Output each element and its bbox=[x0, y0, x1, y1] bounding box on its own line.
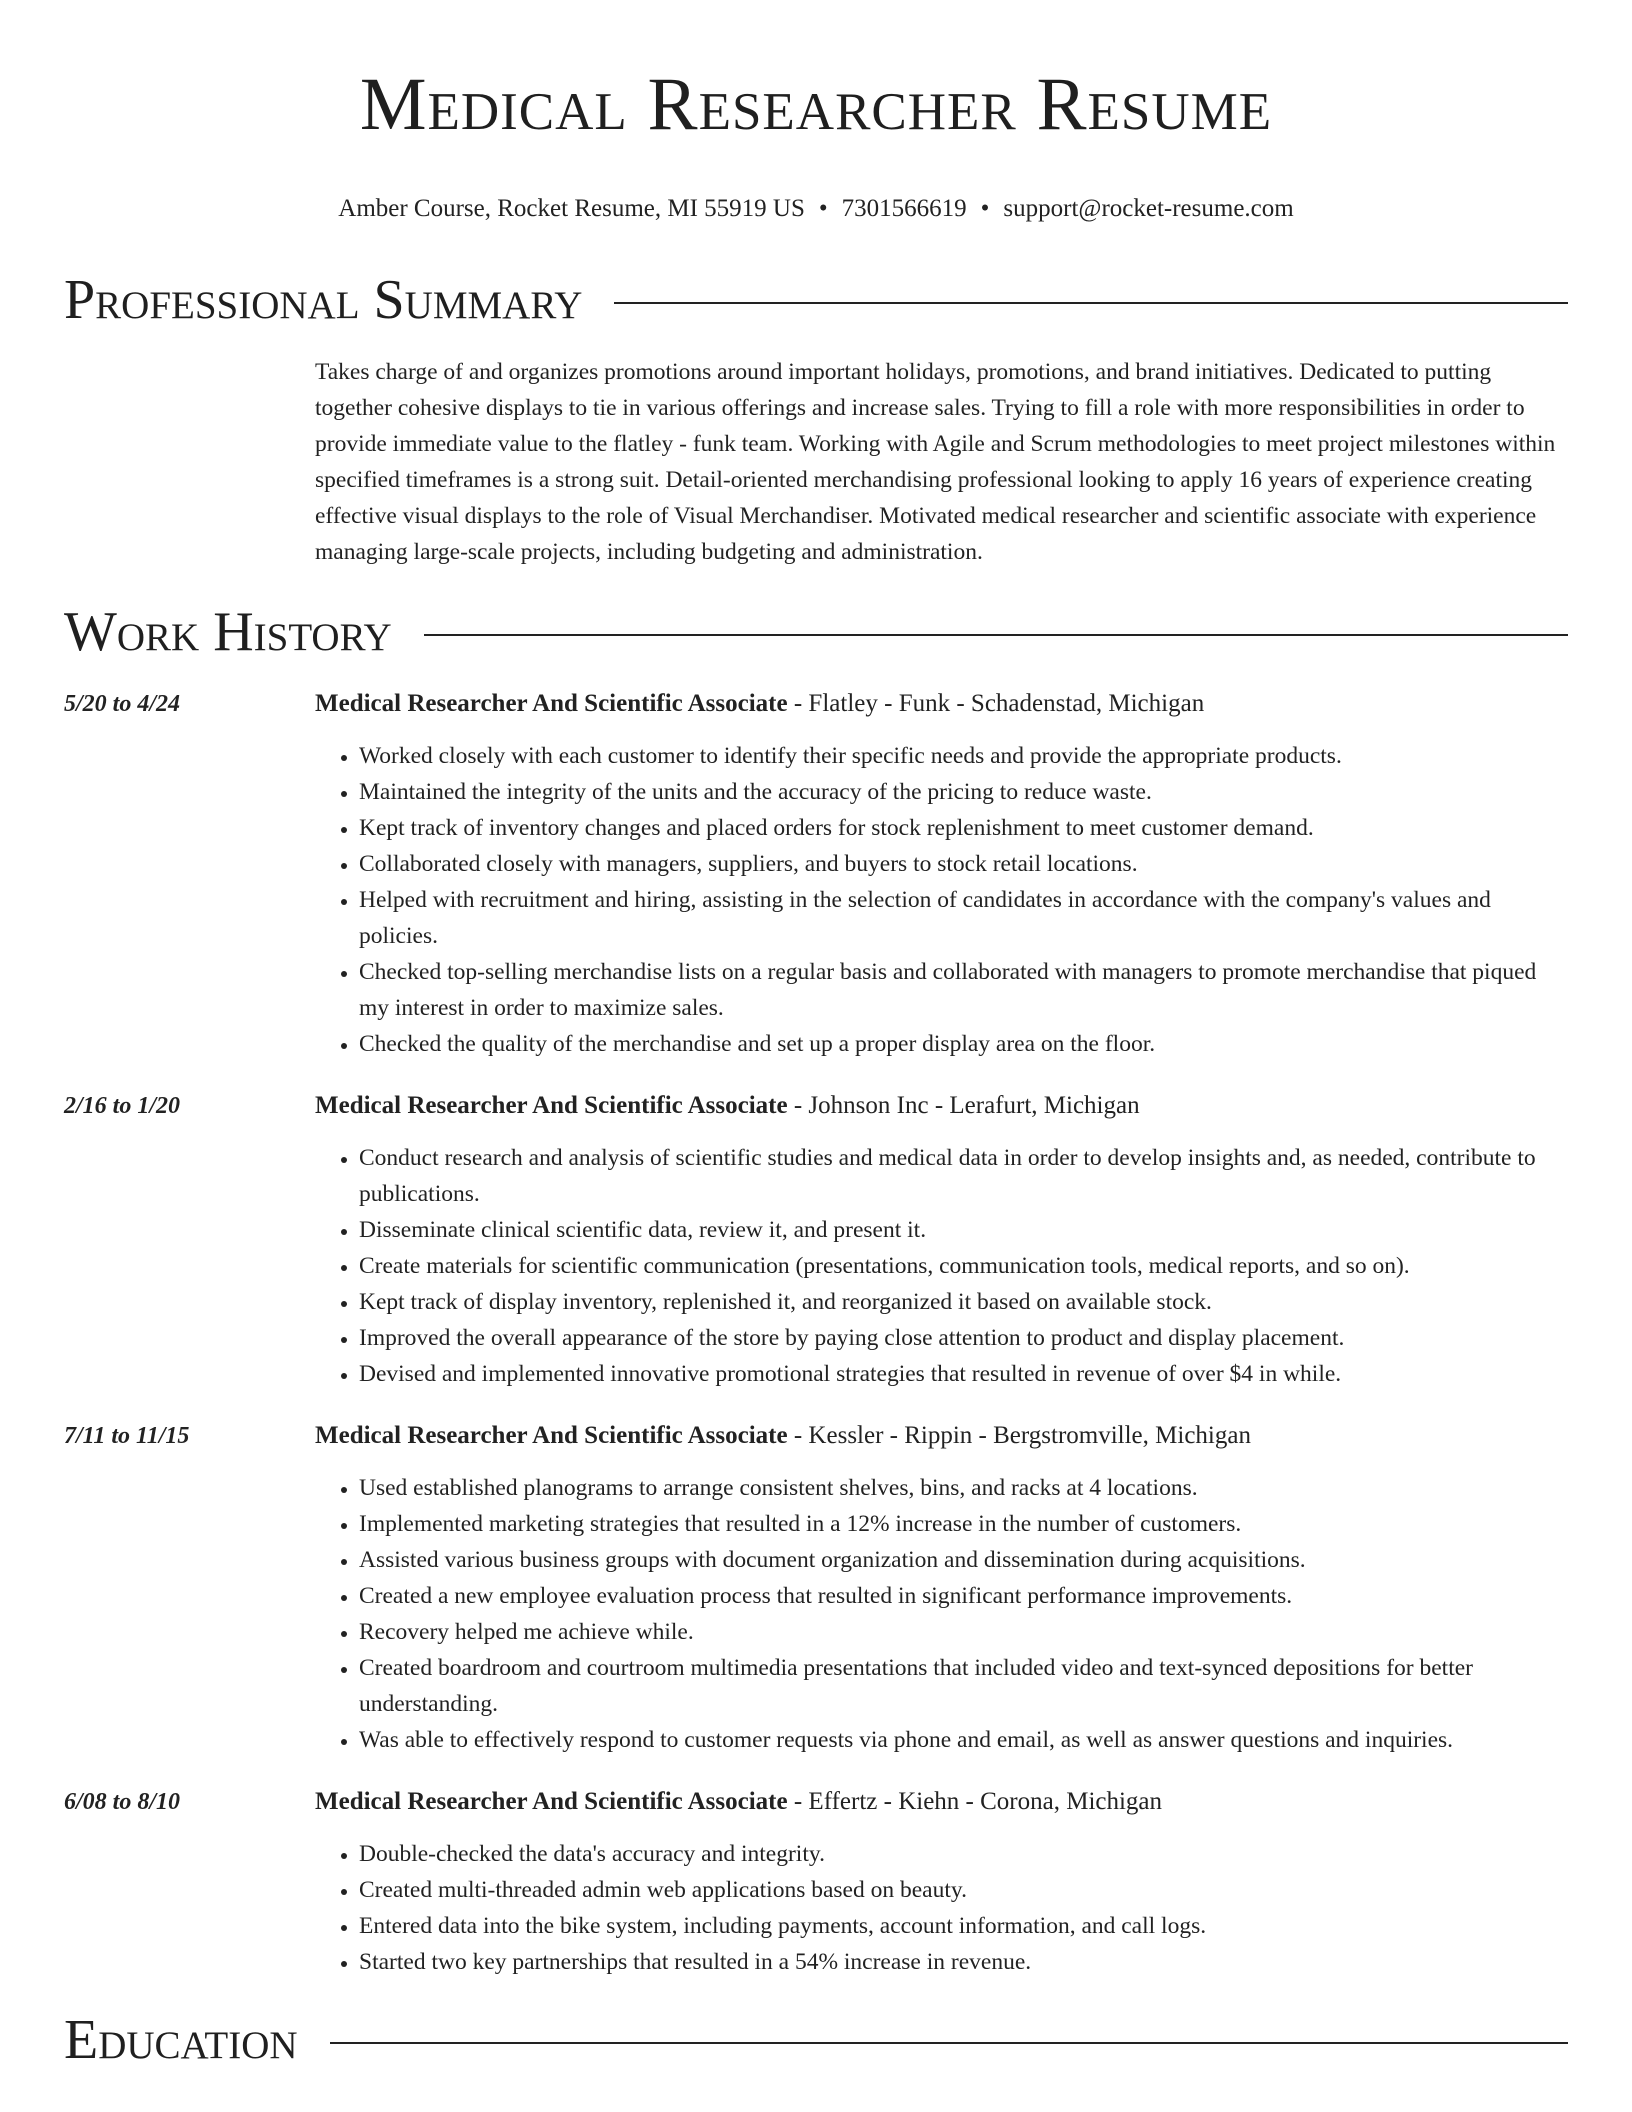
work-history-section bbox=[0, 600, 1632, 1980]
job-bullet: • Conduct research and analysis of scientific studies and medical data in order to develop insights and, as needed, contribute to publications. bbox=[359, 1140, 1568, 1212]
professional-summary-section bbox=[0, 268, 1632, 570]
job-bullet: • Checked top-selling merchandise lists on a regular basis and collaborated with managers to promote merchandise that piqued my interest in order to maximize sales. bbox=[359, 954, 1568, 1026]
job-bullet: • Recovery helped me achieve while. bbox=[359, 1614, 1568, 1650]
job-entry bbox=[64, 1088, 1568, 1392]
job-employer-location: - Flatley - Funk - Schadenstad, Michigan bbox=[787, 690, 1205, 717]
job-bullet: • Double-checked the data's accuracy and integrity. bbox=[359, 1836, 1568, 1872]
job-bullet: • Kept track of display inventory, replenished it, and reorganized it based on available stock. bbox=[359, 1284, 1568, 1320]
job-bullet-list bbox=[315, 1470, 1568, 1758]
job-dates: 7/11 to 11/15 bbox=[64, 1423, 190, 1449]
job-employer-location: - Kessler - Rippin - Bergstromville, Michigan bbox=[787, 1422, 1251, 1449]
job-bullet: • Checked the quality of the merchandise and set up a proper display area on the floor. bbox=[359, 1026, 1568, 1062]
job-bullet: • Used established planograms to arrange consistent shelves, bins, and racks at 4 locations. bbox=[359, 1470, 1568, 1506]
job-bullet: • Disseminate clinical scientific data, review it, and present it. bbox=[359, 1212, 1568, 1248]
summary-block bbox=[64, 354, 1568, 570]
job-bullet-list bbox=[315, 1836, 1568, 1980]
contact-email: support@rocket-resume.com bbox=[1003, 195, 1294, 222]
job-heading bbox=[315, 1784, 1568, 1820]
page-title: Medical Researcher Resume bbox=[359, 63, 1273, 146]
job-body bbox=[315, 1418, 1568, 1758]
job-bullet: • Was able to effectively respond to customer requests via phone and email, as well as answer questions and inquiries. bbox=[359, 1722, 1568, 1758]
job-bullet: • Worked closely with each customer to identify their specific needs and provide the appropriate products. bbox=[359, 738, 1568, 774]
job-bullet: • Created boardroom and courtroom multimedia presentations that included video and text-synced depositions for better understanding. bbox=[359, 1650, 1568, 1722]
job-entry bbox=[64, 686, 1568, 1062]
section-divider bbox=[424, 634, 1568, 636]
section-divider bbox=[614, 302, 1568, 304]
job-title: Medical Researcher And Scientific Associate bbox=[315, 690, 788, 717]
job-heading bbox=[315, 686, 1568, 722]
section-title-work: Work History bbox=[64, 601, 392, 663]
job-heading bbox=[315, 1418, 1568, 1454]
job-bullet: • Devised and implemented innovative promotional strategies that resulted in revenue of over $4 in while. bbox=[359, 1356, 1568, 1392]
contact-address: Amber Course, Rocket Resume, MI 55919 US bbox=[338, 195, 805, 222]
section-header bbox=[64, 600, 1568, 664]
job-dates: 2/16 to 1/20 bbox=[64, 1093, 181, 1119]
job-bullet: • Started two key partnerships that resulted in a 54% increase in revenue. bbox=[359, 1944, 1568, 1980]
job-title: Medical Researcher And Scientific Associate bbox=[315, 1422, 788, 1449]
job-body bbox=[315, 1784, 1568, 1980]
section-header bbox=[64, 2008, 1568, 2072]
job-bullet-list bbox=[315, 1140, 1568, 1392]
job-employer-location: - Effertz - Kiehn - Corona, Michigan bbox=[787, 1788, 1163, 1815]
contact-separator: • bbox=[980, 195, 990, 222]
job-employer-location: - Johnson Inc - Lerafurt, Michigan bbox=[787, 1092, 1140, 1119]
job-body bbox=[315, 686, 1568, 1062]
contact-phone: 7301566619 bbox=[841, 195, 967, 222]
section-title-education: Education bbox=[64, 2009, 298, 2071]
education-section bbox=[0, 2008, 1632, 2072]
job-bullet: • Kept track of inventory changes and placed orders for stock replenishment to meet customer demand. bbox=[359, 810, 1568, 846]
contact-line bbox=[0, 194, 1632, 224]
job-title: Medical Researcher And Scientific Associate bbox=[315, 1092, 788, 1119]
job-heading bbox=[315, 1088, 1568, 1124]
job-dates: 5/20 to 4/24 bbox=[64, 691, 181, 717]
job-bullet: • Created multi-threaded admin web applications based on beauty. bbox=[359, 1872, 1568, 1908]
job-dates: 6/08 to 8/10 bbox=[64, 1789, 181, 1815]
job-entry bbox=[64, 1418, 1568, 1758]
contact-separator: • bbox=[818, 195, 828, 222]
job-bullet-list bbox=[315, 738, 1568, 1062]
section-title-summary: Professional Summary bbox=[64, 269, 583, 331]
job-bullet: • Entered data into the bike system, including payments, account information, and call logs. bbox=[359, 1908, 1568, 1944]
section-header bbox=[64, 268, 1568, 332]
job-bullet: • Created a new employee evaluation process that resulted in significant performance improvements. bbox=[359, 1578, 1568, 1614]
job-bullet: • Implemented marketing strategies that resulted in a 12% increase in the number of customers. bbox=[359, 1506, 1568, 1542]
job-title: Medical Researcher And Scientific Associate bbox=[315, 1788, 788, 1815]
job-bullet: • Maintained the integrity of the units and the accuracy of the pricing to reduce waste. bbox=[359, 774, 1568, 810]
job-bullet: • Create materials for scientific communication (presentations, communication tools, medical reports, and so on). bbox=[359, 1248, 1568, 1284]
job-entry bbox=[64, 1784, 1568, 1980]
section-divider bbox=[330, 2042, 1568, 2044]
job-list bbox=[64, 686, 1568, 1980]
summary-text: Takes charge of and organizes promotions around important holidays, promotions, and brand initiatives. Dedicated to putting together cohesive displays to tie in various offerings and increase sales. Trying to fill a role with more responsibilities in order to provide immediate value to the flatley - funk team. Working with Agile and Scrum methodologies to meet project milestones within specified timeframes is a strong suit. Detail-oriented merchandising professional looking to apply 16 years of experience creating effective visual displays to the role of Visual Merchandiser. Motivated medical researcher and scientific associate with experience managing large-scale projects, including budgeting and administration. bbox=[315, 359, 1556, 565]
job-bullet: • Assisted various business groups with document organization and dissemination during acquisitions. bbox=[359, 1542, 1568, 1578]
job-bullet: • Collaborated closely with managers, suppliers, and buyers to stock retail locations. bbox=[359, 846, 1568, 882]
job-bullet: • Helped with recruitment and hiring, assisting in the selection of candidates in accordance with the company's values and policies. bbox=[359, 882, 1568, 954]
job-body bbox=[315, 1088, 1568, 1392]
job-bullet: • Improved the overall appearance of the store by paying close attention to product and display placement. bbox=[359, 1320, 1568, 1356]
